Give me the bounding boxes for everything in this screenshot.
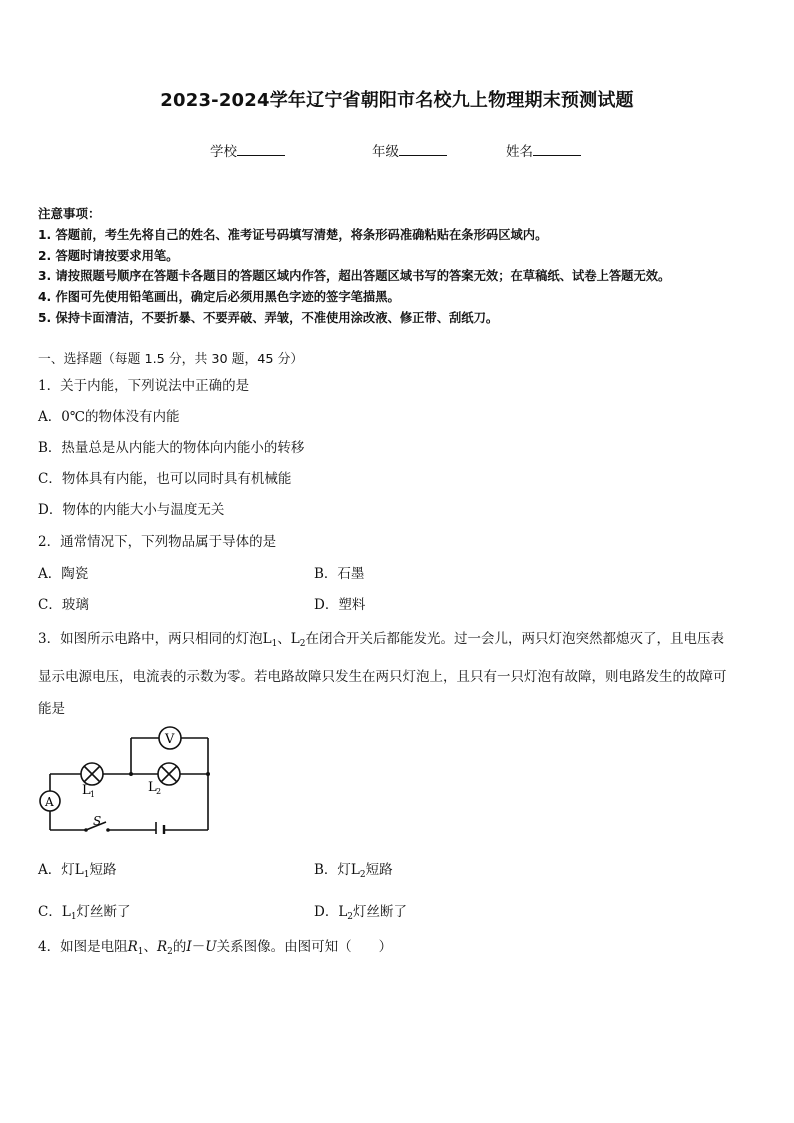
q1-option-d: D．物体的内能大小与温度无关 <box>38 502 225 518</box>
note-item: 1. 答题前，考生先将自己的姓名、准考证号码填写清楚，将条形码准确粘贴在条形码区域内。 <box>38 228 548 242</box>
switch-contact <box>84 828 88 832</box>
q2-stem: 2．通常情况下，下列物品属于导体的是 <box>38 534 277 550</box>
switch-label: S <box>93 814 102 828</box>
q3-stem-line1 <box>38 627 724 649</box>
q3-option-b: B．灯$L_2$短路 <box>314 862 393 880</box>
subscript: 2 <box>299 639 306 649</box>
school-blank <box>237 143 285 156</box>
grade-label: 年级 <box>372 144 399 160</box>
q3-stem-line2: 显示电源电压，电流表的示数为零。若电路故障只发生在两只灯泡上，且只有一只灯泡有故障，则电路发生的故障可 <box>38 669 727 685</box>
q2-option-b: B．石墨 <box>314 566 365 582</box>
lamp1-subscript: 1 <box>90 790 96 799</box>
name-blank <box>533 143 581 156</box>
name-label: 姓名 <box>506 144 533 160</box>
q3-stem-line3: 能是 <box>38 701 65 717</box>
q1-stem: 1．关于内能，下列说法中正确的是 <box>38 378 250 394</box>
page-title: 2023-2024学年辽宁省朝阳市名校九上物理期末预测试题 <box>160 90 634 111</box>
lamp1-label: L <box>82 783 91 798</box>
switch-contact <box>106 828 110 832</box>
subscript: 1 <box>271 639 278 649</box>
lamp-label: L <box>262 631 272 647</box>
q4-stem: 4．如图是电阻$R_1$、$R_2$的I－U关系图像。由图可知（ ） <box>38 939 393 957</box>
junction-dot <box>129 772 133 776</box>
note-item: 2. 答题时请按要求用笔。 <box>38 249 179 263</box>
note-item: 5. 保持卡面清洁，不要折暴、不要弄破、弄皱，不准使用涂改液、修正带、刮纸刀。 <box>38 311 499 325</box>
lamp-label: L <box>290 631 300 647</box>
lamp2-subscript: 2 <box>156 787 162 796</box>
junction-dot <box>206 772 210 776</box>
note-item: 3. 请按照题号顺序在答题卡各题目的答题区域内作答，超出答题区域书写的答案无效；在草稿纸、试卷上答题无效。 <box>38 269 671 283</box>
name-field <box>506 140 581 160</box>
grade-field <box>372 140 447 160</box>
q2-option-c: C．玻璃 <box>38 597 89 613</box>
grade-blank <box>399 143 447 156</box>
lamp2-label: L <box>148 780 157 795</box>
voltmeter-label: V <box>165 732 175 747</box>
q3-option-d: D．$L_2$灯丝断了 <box>314 904 408 922</box>
q1-option-b: B．热量总是从内能大的物体向内能小的转移 <box>38 440 305 456</box>
circuit-diagram <box>34 726 214 834</box>
q2-option-a: A．陶瓷 <box>38 566 89 582</box>
q3-stem-b: 在闭合开关后都能发光。过一会儿，两只灯泡突然都熄灭了，且电压表 <box>305 631 724 647</box>
q3-option-c: C．$L_1$灯丝断了 <box>38 904 131 922</box>
section-heading: 一、选择题（每题 1.5 分，共 30 题，45 分） <box>38 352 304 367</box>
q3-option-a: A．灯$L_1$短路 <box>38 862 117 880</box>
q1-option-c: C．物体具有内能，也可以同时具有机械能 <box>38 471 292 487</box>
school-field <box>210 140 285 160</box>
q1-option-a: A．0℃的物体没有内能 <box>38 409 180 425</box>
q3-stem-a: 3．如图所示电路中，两只相同的灯泡 <box>38 631 263 647</box>
note-item: 4. 作图可先使用铅笔画出，确定后必须用黑色字迹的签字笔描黑。 <box>38 290 400 304</box>
q2-option-d: D．塑料 <box>314 597 366 613</box>
separator: 、 <box>277 631 291 647</box>
school-label: 学校 <box>210 144 237 160</box>
ammeter-label: A <box>45 795 54 809</box>
notes-heading: 注意事项： <box>38 206 101 221</box>
